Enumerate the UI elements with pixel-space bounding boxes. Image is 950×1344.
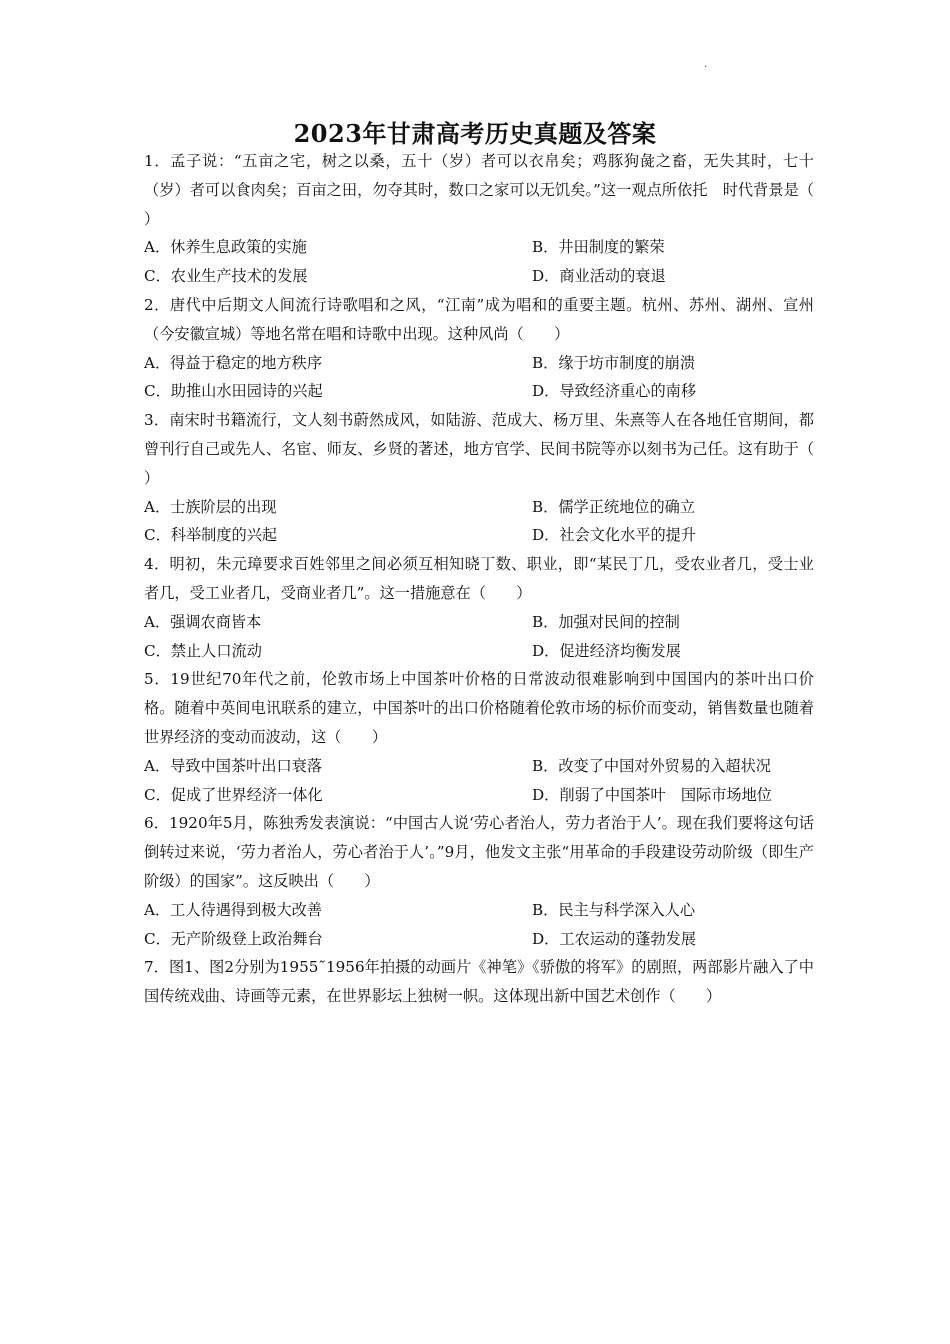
question-5	[144, 665, 814, 809]
option-d: D．促进经济均衡发展	[532, 641, 681, 660]
option-a: A．得益于稳定的地方秩序	[144, 353, 323, 372]
page-title: 2023年甘肃高考历史真题及答案	[293, 119, 657, 148]
option-row	[144, 752, 814, 781]
option-d: D．导致经济重心的南移	[532, 382, 697, 401]
option-b: B．改变了中国对外贸易的入超状况	[532, 756, 771, 775]
option-a: A．士族阶层的出现	[144, 497, 277, 516]
option-b: B．儒学正统地位的确立	[532, 497, 696, 516]
question-text: 1．孟子说：“五亩之宅，树之以桑，五十（岁）者可以衣帛矣；鸡豚狗彘之畜，无失其时，七十（岁）者可以食肉矣；百亩之田，勿夺其时，数口之家可以无饥矣。”这一观点所依托 时代背景是（ ）	[144, 152, 845, 228]
option-row	[144, 896, 814, 925]
question-1	[144, 147, 845, 291]
option-row	[144, 262, 814, 291]
option-a: A．导致中国茶叶出口衰落	[144, 756, 323, 775]
option-b: B．民主与科学深入人心	[532, 900, 696, 919]
option-b: B．加强对民间的控制	[532, 612, 680, 631]
question-6	[144, 809, 814, 953]
option-b: B．缘于坊市制度的崩溃	[532, 353, 696, 372]
option-row	[144, 925, 814, 954]
option-a: A．强调农商皆本	[144, 612, 262, 631]
question-3	[144, 406, 845, 550]
option-b: B．井田制度的繁荣	[532, 238, 665, 257]
option-row	[144, 608, 814, 637]
option-row	[144, 493, 814, 522]
option-row	[144, 233, 814, 262]
corner-mark: ·	[704, 62, 708, 73]
question-7	[144, 953, 814, 1011]
option-c: C．无产阶级登上政治舞台	[144, 929, 323, 948]
question-text: 4．明初，朱元璋要求百姓邻里之间必须互相知晓丁数、职业，即“某民丁几，受农业者几，受士业者几，受工业者几，受商业者几”。这一措施意在（ ）	[144, 555, 814, 602]
question-4	[144, 550, 814, 665]
question-text: 7．图1、图2分别为1955˜1956年拍摄的动画片《神笔》《骄傲的将军》的剧照，两部影片融入了中国传统戏曲、诗画等元素，在世界影坛上独树一帜。这体现出新中国艺术创作（ ）	[144, 958, 814, 1006]
option-c: C．农业生产技术的发展	[144, 267, 308, 286]
question-list	[144, 147, 845, 1011]
option-a: A．休养生息政策的实施	[144, 238, 307, 257]
option-row	[144, 637, 814, 666]
option-row	[144, 521, 814, 550]
option-d: D．削弱了中国茶叶 国际市场地位	[532, 785, 772, 804]
option-d: D．商业活动的衰退	[532, 267, 666, 286]
option-c: C．科举制度的兴起	[144, 526, 278, 545]
question-text: 6．1920年5月，陈独秀发表演说：“中国古人说‘劳心者治人，劳力者治于人’。现在我们要将这句话倒转过来说，‘劳力者治人，劳心者治于人’。”9月，他发文主张“用革命的手段建设劳动阶级（即生产阶级）的国家”。这反映出（ ）	[144, 814, 814, 890]
option-row	[144, 781, 814, 810]
option-a: A．工人待遇得到极大改善	[144, 900, 323, 919]
option-d: D．社会文化水平的提升	[532, 526, 697, 545]
question-text: 5．19世纪70年代之前，伦敦市场上中国茶叶价格的日常波动很难影响到中国国内的茶叶出口价格。随着中英间电讯联系的建立，中国茶叶的出口价格随着伦敦市场的标价而变动，销售数量也随着世界经济的变动而波动，这（ ）	[144, 670, 814, 746]
option-c: C．促成了世界经济一体化	[144, 785, 323, 804]
option-row	[144, 349, 814, 378]
option-c: C．禁止人口流动	[144, 641, 262, 660]
question-2	[144, 291, 814, 406]
option-c: C．助推山水田园诗的兴起	[144, 382, 323, 401]
option-d: D．工农运动的蓬勃发展	[532, 929, 697, 948]
question-text: 3．南宋时书籍流行，文人刻书蔚然成风，如陆游、范成大、杨万里、朱熹等人在各地任官期间，都曾刊行自己或先人、名宦、师友、乡贤的著述，地方官学、民间书院等亦以刻书为己任。这有助于（ ）	[144, 411, 845, 487]
option-row	[144, 377, 814, 406]
question-text: 2．唐代中后期文人间流行诗歌唱和之风，“江南”成为唱和的重要主题。杭州、苏州、湖州、宣州（今安徽宣城）等地名常在唱和诗歌中出现。这种风尚（ ）	[144, 295, 814, 343]
